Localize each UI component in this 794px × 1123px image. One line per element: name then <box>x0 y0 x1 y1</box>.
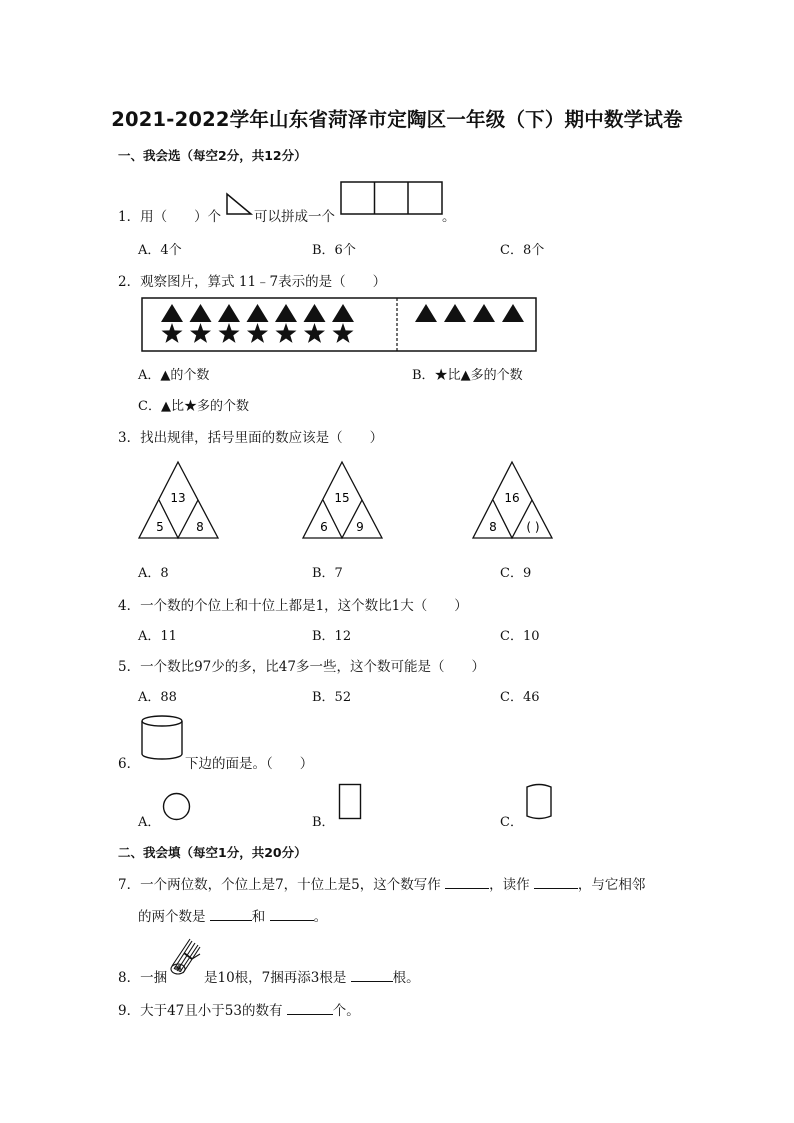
triangle-row-right <box>415 304 524 322</box>
tri2-left: 6 <box>320 520 328 534</box>
q3-option-b[interactable]: B．7 <box>312 566 343 581</box>
star-shape <box>162 323 183 343</box>
q1-text-b: 可以拼成一个 <box>254 209 335 225</box>
tri2-right: 9 <box>356 520 364 534</box>
star-shape <box>247 323 268 343</box>
tri1-right: 8 <box>196 520 204 534</box>
star-shape <box>333 323 354 343</box>
q4-option-a[interactable]: A．11 <box>138 629 177 644</box>
question-1 <box>118 205 221 225</box>
page-title: 2021-2022学年山东省菏泽市定陶区一年级（下）期中数学试卷 <box>111 108 683 131</box>
q1-option-a[interactable]: A．4个 <box>138 243 182 258</box>
star-shape <box>190 323 211 343</box>
cylinder-icon <box>141 715 185 761</box>
q7-blank-write[interactable] <box>445 874 489 889</box>
q7-text-b: ，读作 <box>489 877 530 893</box>
question-9 <box>118 999 360 1019</box>
q6-option-c[interactable]: C． <box>500 815 523 830</box>
q9-text-b: 个。 <box>332 1003 360 1019</box>
q7-text-a: 7．一个两位数，个位上是7，十位上是5，这个数写作 <box>118 877 441 893</box>
question-2: 2．观察图片，算式 11﹣7表示的是（ ） <box>118 274 387 290</box>
number-triangle-3 <box>472 461 554 540</box>
q2-option-c[interactable] <box>138 395 249 414</box>
q6-option-b[interactable]: B． <box>312 815 335 830</box>
q8-text-b: 是10根，7捆再添3根是 <box>204 970 347 986</box>
star-shape <box>304 323 325 343</box>
question-7-line2 <box>138 905 327 925</box>
q2-option-a[interactable] <box>138 364 209 383</box>
q2-option-b[interactable] <box>412 364 523 383</box>
section-1-heading: 一、我会选（每空2分，共12分） <box>118 148 307 163</box>
q2-b-mid: 比 <box>447 368 461 383</box>
question-4: 4．一个数的个位上和十位上都是1，这个数比1大（ ） <box>118 598 468 614</box>
number-triangle-1 <box>138 461 220 540</box>
question-6: 下边的面是。（ ） <box>185 756 314 772</box>
triangle-row-left <box>161 304 354 322</box>
q1-end: 。 <box>442 209 456 225</box>
triangle-shape <box>161 304 183 322</box>
q2-a-text: 的个数 <box>170 368 210 383</box>
triangle-shape <box>190 304 212 322</box>
q7-text-e: 和 <box>251 909 266 925</box>
triangle-icon: ▲ <box>460 368 471 383</box>
q2-c-text: 多的个数 <box>196 399 249 414</box>
q1-option-b[interactable]: B．6个 <box>312 243 356 258</box>
star-row-left <box>162 323 354 343</box>
rectangle-icon <box>338 783 364 821</box>
stick-bundle-icon <box>170 937 204 977</box>
star-icon: ★ <box>183 399 197 414</box>
triangle-shape <box>304 304 326 322</box>
tri3-top: 16 <box>504 491 520 505</box>
q2-b-prefix: B． <box>412 368 435 383</box>
star-shape <box>276 323 297 343</box>
rounded-rectangle-icon <box>524 782 556 822</box>
q2-c-mid: 比 <box>170 399 184 414</box>
tri3-right-blank[interactable]: ( ) <box>526 520 540 534</box>
question-3: 3．找出规律，括号里面的数应该是（ ） <box>118 430 384 446</box>
tri1-left: 5 <box>156 520 164 534</box>
right-triangle-icon <box>225 192 253 216</box>
q3-option-c[interactable]: C．9 <box>500 566 532 581</box>
q2-a-prefix: A． <box>138 368 161 383</box>
star-shape <box>219 323 240 343</box>
star-icon: ★ <box>434 368 448 383</box>
triangle-shape <box>275 304 297 322</box>
q6-number: 6． <box>118 756 141 772</box>
tri1-top: 13 <box>170 491 186 505</box>
triangle-icon: ▲ <box>160 368 171 383</box>
q1-text-a: 1．用（ ）个 <box>118 209 222 225</box>
q2-b-text: 多的个数 <box>470 368 523 383</box>
q4-option-b[interactable]: B．12 <box>312 629 352 644</box>
section-2-heading: 二、我会填（每空1分，共20分） <box>118 845 307 860</box>
triangle-shape <box>473 304 495 322</box>
question-8 <box>204 966 420 986</box>
circle-icon <box>162 792 192 822</box>
triangle-shape <box>502 304 524 322</box>
q9-blank[interactable] <box>287 1000 333 1015</box>
q7-blank-neighbor-1[interactable] <box>210 906 252 921</box>
tri2-top: 15 <box>334 491 350 505</box>
q8-blank[interactable] <box>351 967 393 982</box>
q8-text-a: 8．一捆 <box>118 970 168 986</box>
triangle-icon: ▲ <box>160 399 171 414</box>
q8-text-c: 根。 <box>392 970 420 986</box>
q5-option-b[interactable]: B．52 <box>312 690 352 705</box>
q7-text-f: 。 <box>313 909 328 925</box>
q6-option-a[interactable]: A． <box>138 815 161 830</box>
q2-c-prefix: C． <box>138 399 161 414</box>
triangle-shape <box>332 304 354 322</box>
q7-blank-read[interactable] <box>534 874 578 889</box>
number-triangle-2 <box>302 461 384 540</box>
triangle-shape <box>247 304 269 322</box>
triangle-shape <box>415 304 437 322</box>
q5-option-a[interactable]: A．88 <box>138 690 177 705</box>
q9-text-a: 9．大于47且小于53的数有 <box>118 1003 283 1019</box>
triangles-stars-figure <box>141 297 539 353</box>
question-7 <box>118 873 645 893</box>
three-square-rectangle-icon <box>340 181 444 216</box>
triangle-shape <box>218 304 240 322</box>
q7-blank-neighbor-2[interactable] <box>270 906 314 921</box>
q7-text-d: 的两个数是 <box>138 909 206 925</box>
q1-option-c[interactable]: C．8个 <box>500 243 545 258</box>
question-5: 5．一个数比97少的多，比47多一些，这个数可能是（ ） <box>118 659 485 675</box>
q5-option-c[interactable]: C．46 <box>500 690 540 705</box>
q7-text-c: ，与它相邻 <box>577 877 646 893</box>
tri3-left: 8 <box>489 520 497 534</box>
q3-option-a[interactable]: A．8 <box>138 566 169 581</box>
triangle-shape <box>444 304 466 322</box>
q4-option-c[interactable]: C．10 <box>500 629 540 644</box>
